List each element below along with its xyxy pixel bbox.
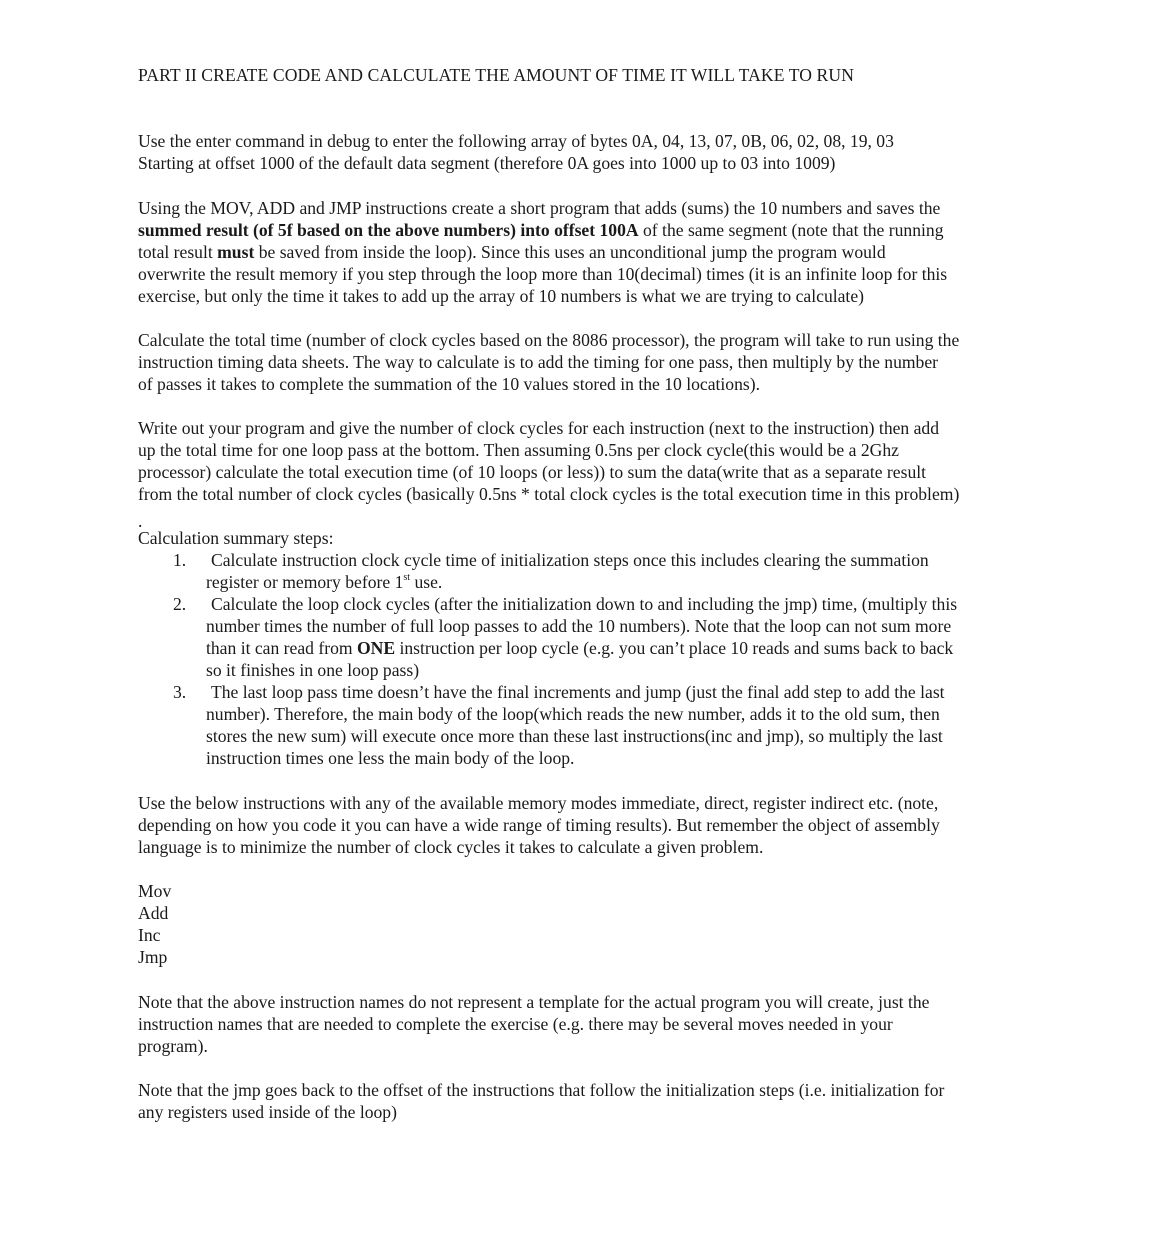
bold-text: must — [217, 242, 255, 262]
paragraph-write-program — [138, 417, 1038, 505]
text-line: Calculate the total time (number of clock cycles based on the 8086 processor), the program will take to run using the — [138, 330, 960, 350]
paragraph-total-time — [138, 329, 1038, 395]
instruction-item: Mov — [138, 881, 172, 901]
text-line: up the total time for one loop pass at the bottom. Then assuming 0.5ns per clock cycle(this would be a 2Ghz — [138, 440, 899, 460]
text-line: instruction names that are needed to complete the exercise (e.g. there may be several moves needed in your — [138, 1014, 893, 1034]
text-line: Using the MOV, ADD and JMP instructions create a short program that adds (sums) the 10 numbers and saves the — [138, 198, 941, 218]
text-line: The last loop pass time doesn’t have the final increments and jump (just the final add step to add the last — [211, 682, 945, 702]
text-line: Use the enter command in debug to enter the following array of bytes 0A, 04, 13, 07, 0B, 06, 02, 08, 19, 03 — [138, 131, 894, 151]
instruction-item: Add — [138, 903, 169, 923]
text-line: language is to minimize the number of clock cycles it takes to calculate a given problem. — [138, 837, 764, 857]
paragraph-note-jmp — [138, 1079, 1038, 1123]
text-line: Starting at offset 1000 of the default data segment (therefore 0A goes into 1000 up to 03 into 1009) — [138, 153, 836, 173]
list-number: 3. — [173, 682, 187, 702]
instruction-list — [138, 880, 171, 968]
text-line: number times the number of full loop passes to add the 10 numbers). Note that the loop can not sum more — [206, 616, 952, 636]
text-line: program). — [138, 1036, 208, 1056]
text-line: than it can read from ONE instruction per loop cycle (e.g. you can’t place 10 reads and sums back to back — [206, 638, 954, 658]
text-line: Note that the above instruction names do not represent a template for the actual program you will create, just the — [138, 992, 930, 1012]
text-line: any registers used inside of the loop) — [138, 1102, 397, 1122]
text-line: Use the below instructions with any of the available memory modes immediate, direct, register indirect etc. (note, — [138, 793, 939, 813]
instruction-item: Jmp — [138, 947, 168, 967]
text-line: exercise, but only the time it takes to add up the array of 10 numbers is what we are trying to calculate) — [138, 286, 864, 306]
steps-title: Calculation summary steps: — [138, 528, 334, 548]
stray-dot: . — [138, 511, 143, 531]
paragraph-note-template — [138, 991, 1038, 1057]
text-line: so it finishes in one loop pass) — [206, 660, 420, 680]
paragraph-enter-array — [138, 130, 1038, 174]
text-line: stores the new sum) will execute once more than these last instructions(inc and jmp), so multiply the last — [206, 726, 943, 746]
text-line: instruction times one less the main body of the loop. — [206, 748, 575, 768]
text-line: register or memory before 1st use. — [206, 572, 443, 592]
paragraph-program-requirements — [138, 197, 1038, 307]
list-item — [138, 681, 1038, 769]
text-line: summed result (of 5f based on the above numbers) into offset 100A of the same segment (note that the running — [138, 220, 944, 240]
list-item — [138, 549, 1038, 593]
text-line: overwrite the result memory if you step through the loop more than 10(decimal) times (it is an infinite loop for this — [138, 264, 948, 284]
text-line: number). Therefore, the main body of the loop(which reads the new number, adds it to the old sum, then — [206, 704, 940, 724]
bold-text: summed result (of 5f based on the above numbers) into offset 100A — [138, 220, 639, 240]
text-line: from the total number of clock cycles (basically 0.5ns * total clock cycles is the total execution time in this problem) — [138, 484, 960, 504]
list-number: 1. — [173, 550, 187, 570]
bold-text: ONE — [356, 638, 396, 658]
text-line: Note that the jmp goes back to the offset of the instructions that follow the initialization steps (i.e. initialization for — [138, 1080, 945, 1100]
instruction-item: Inc — [138, 925, 161, 945]
text-line: Calculate instruction clock cycle time of initialization steps once this includes clearing the summation — [211, 550, 929, 570]
text-line: Calculate the loop clock cycles (after the initialization down to and including the jmp) time, (multiply this — [211, 594, 958, 614]
list-number: 2. — [173, 594, 187, 614]
list-item — [138, 593, 1038, 681]
text-line: Write out your program and give the number of clock cycles for each instruction (next to the instruction) then add — [138, 418, 940, 438]
text-line: of passes it takes to complete the summation of the 10 values stored in the 10 locations). — [138, 374, 761, 394]
paragraph-instruction-usage — [138, 792, 1038, 858]
text-line: instruction timing data sheets. The way to calculate is to add the timing for one pass, then multiply by the number — [138, 352, 939, 372]
text-line: depending on how you code it you can have a wide range of timing results). But remember the object of assembly — [138, 815, 940, 835]
superscript: st — [403, 572, 411, 584]
text-line: total result must be saved from inside the loop). Since this uses an unconditional jump the program would — [138, 242, 886, 262]
page-title: PART II CREATE CODE AND CALCULATE THE AMOUNT OF TIME IT WILL TAKE TO RUN — [138, 65, 854, 85]
steps-list — [138, 549, 1038, 769]
text-line: processor) calculate the total execution time (of 10 loops (or less)) to sum the data(write that as a separate result — [138, 462, 927, 482]
